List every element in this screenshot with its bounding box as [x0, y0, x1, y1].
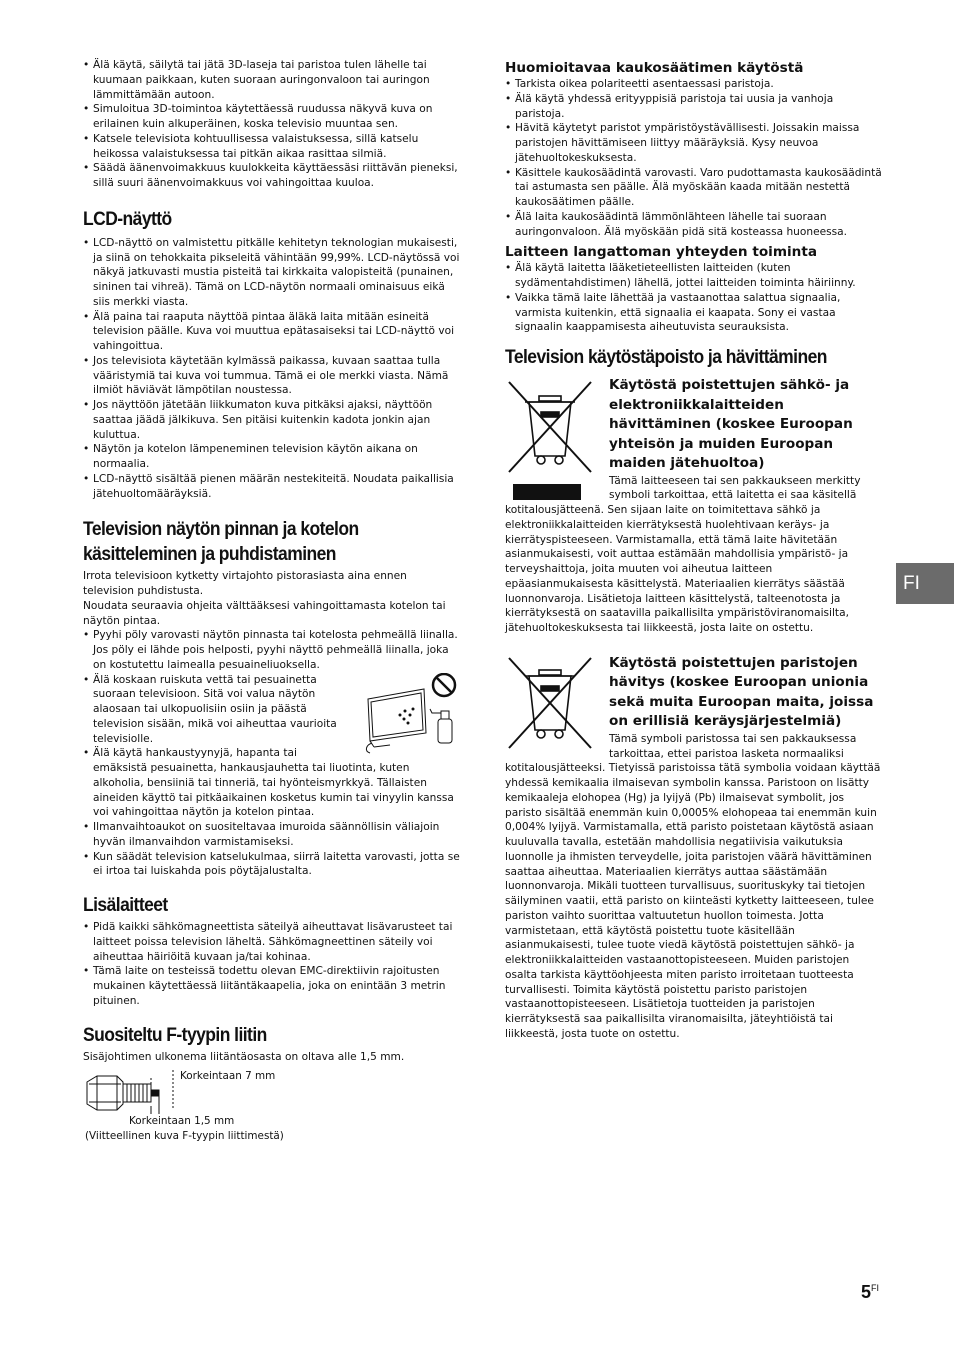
- list-item: • Älä käytä yhdessä erityyppisiä paristoja tai uusia ja vanhoja paristoja.: [505, 92, 883, 122]
- crossed-bin-icon: [505, 656, 597, 752]
- f-plug-text: Sisäjohtimen ulkonema liitäntäosasta on oltava alle 1,5 mm.: [83, 1050, 405, 1063]
- f-plug-heading: Suositeltu F-tyypin liitin: [83, 1024, 267, 1046]
- lcd-bullets: [83, 236, 460, 502]
- battery-block: [505, 654, 883, 1042]
- remote-bullets: [505, 77, 883, 239]
- intro-bullets: [83, 58, 460, 191]
- language-tab: FI: [896, 563, 954, 604]
- crossed-bin-icon: [505, 378, 597, 502]
- cleaning-para1: Irrota televisioon kytketty virtajohto pistorasiasta aina ennen television puhdistusta.: [83, 570, 407, 597]
- wireless-bullets: [505, 261, 883, 335]
- label-7mm: Korkeintaan 7 mm: [180, 1070, 276, 1083]
- cleaning-heading-line1: Television näytön pinnan ja kotelon: [83, 519, 359, 541]
- cleaning-bullets: [83, 628, 460, 879]
- list-item: • Käsittele kaukosäädintä varovasti. Varo pudottamasta kaukosäädintä tai astumasta sen päälle. Älä myöskään kaada mitään nestettä kaukosäätimen päälle.: [505, 166, 883, 210]
- accessories-heading: Lisälaitteet: [83, 895, 168, 916]
- list-item: • LCD-näyttö sisältää pienen määrän nestekiteitä. Noudata paikallisia jätehuoltomääräyksiä.: [83, 472, 460, 502]
- cleaning-heading: [83, 517, 430, 567]
- list-item: • Älä käytä, säilytä tai jätä 3D-laseja tai paristoa tulen lähelle tai kuumaan paikkaan, kuten suoraan auringonvaloon tai auringon lämmittämään autoon.: [83, 58, 460, 102]
- list-item: • Älä paina tai raaputa näyttöä pintaa äläkä laita mitään esineitä television päälle. Kuva voi muuttua epätasaiseksi tai LCD-näyttö voi vahingoittua.: [83, 310, 460, 354]
- cleaning-heading-line2: käsitteleminen ja puhdistaminen: [83, 544, 336, 566]
- list-item: • Älä käytä laitetta lääketieteellisten laitteiden (kuten sydämentahdistimen) lähellä, jottei laitteiden toiminta häiriinny.: [505, 261, 883, 291]
- battery-text: Tämä symboli paristossa tai sen pakkauksessa tarkoittaa, ettei paristoa lasketa normaaliksi kotitalousjätteeksi. Tietyissä paristoissa tätä symbolia voidaan käyttää yhdessä kemikaalia ilmaisevan symbolin kanssa. Paristoon on lisätty kemikaaleja elohopea (Hg) ja lyijyä (Pb) ilmaisevat symbolit, jos paristo sisältää enemmän kuin 0,0005% elohopeaa tai enemmän kuin 0,004% lyijyä. Varmistamalla, että paristo poistetaan käytöstä asiaan kuuluvalla tavalla, estetään mahdollisia negatiivisia vaikutuksia luonnolle ja ihmisten terveydelle, joita paristojen väärä hävittäminen saattaa aiheuttaa. Materiaalien kierrätys auttaa säästämään luonnonvaroja. Mikäli tuotteen turvallisuus, suorituskyky tai tietojen säilyminen vaatii, että paristo on kiinteästi kytketty laitteeseen, tulee pariston vaihto suorittaa valtuutetun huollon toimesta. Jotta varmistetaan, että käytöstä poistettu tuote käsitellään asianmukaisesti, tulee tuote viedä käytöstä poistettujen sähkö- ja elektroniikkalaitteiden vastaanottopisteeseen. Muiden paristojen osalta tarkista käyttöohjeesta miten paristo irroitetaan tuotteesta turvallisesti. Toimita käytöstä poistettu paristo paristojen vastaanottopisteeseen. Lisätietoja tuotteiden ja paristojen kierrätyksestä saa paikallisilta viranomaisilta, jäteyhtiöistä tai liikkeestä, josta tuote on ostettu.: [505, 732, 881, 1040]
- f-connector-diagram: [83, 1070, 183, 1120]
- list-item: • Vaikka tämä laite lähettää ja vastaanottaa salattua signaalia, varmista kuitenkin, että signaalia ei kaapata. Sony ei vastaa signaalin kaappamisesta aiheutuvista seurauksista.: [505, 291, 883, 335]
- bullet-text: Älä koskaan ruiskuta vettä tai pesuainetta suoraan televisioon. Sitä voi valua näytön alaosaan tai ulkopuolisiin osiin ja päästä television sisään, mikä voi aiheuttaa vaurioita televisiolle.: [93, 673, 337, 745]
- left-column: [83, 58, 460, 1154]
- list-item: • LCD-näyttö on valmistettu pitkälle kehitetyn teknologian mukaisesti, ja siinä on tehokkaita pikseleitä vähintään 99,99%. LCD-näytössä voi näkyä jatkuvasti mustia pisteitä tai kirkkaita valopisteitä (punainen, sininen tai vihreä). Tämä on LCD-näytön normaali ominaisuus eikä siis merkki viasta.: [83, 236, 460, 310]
- list-item: • Pidä kaikki sähkömagneettista säteilyä aiheuttavat lisävarusteet tai laitteet poissa television läheltä. Sähkömagneettinen säteily voi aiheuttaa häiriöitä kuvaan ja/tai kohinaa.: [83, 920, 460, 964]
- cleaning-para2: Noudata seuraavia ohjeita välttääksesi vahingoittamasta kotelon tai näytön pintaa.: [83, 599, 446, 627]
- list-item: • Katsele televisiota kohtuullisessa valaistuksessa, sillä katselu heikossa valaistuksessa tai pitkän aikaa rasittaa silmiä.: [83, 132, 460, 162]
- list-item: • Jos televisiota käytetään kylmässä paikassa, kuvaan saattaa tulla vääristymiä tai kuva voi tummua. Tämä ei ole merkki viasta. Nämä ilmiöt häviävät lämpötilan noustessa.: [83, 354, 460, 398]
- wireless-heading: Laitteen langattoman yhteyden toiminta: [505, 244, 817, 261]
- tv-illustration: [366, 689, 452, 753]
- list-item: • Simuloitua 3D-toimintoa käytettäessä ruudussa näkyvä kuva on erilainen kuin alkuperäinen, koska televisio muuntaa sen.: [83, 102, 460, 132]
- lcd-heading: LCD-näyttö: [83, 208, 172, 230]
- list-item: • Tarkista oikea polariteetti asentaessasi paristoja.: [505, 77, 883, 92]
- weee-subheading: Käytöstä poistettujen sähkö- ja elektroniikkalaitteiden hävittäminen (koskee Euroopan yhteisön ja muiden Euroopan maiden jätehuoltoa): [609, 377, 853, 471]
- weee-block: [505, 376, 883, 636]
- remote-heading: Huomioitavaa kaukosäätimen käytöstä: [505, 60, 804, 76]
- list-item: • Jos näyttöön jätetään liikkumaton kuva pitkäksi ajaksi, näyttöön saattaa jäädä jälkikuva. Sen pitäisi kuitenkin kadota jonkin ajan kuluttua.: [83, 398, 460, 442]
- list-item: • Älä laita kaukosäädintä lämmönlähteen lähelle tai suoraan auringonvaloon. Älä myöskään pidä sitä kosteassa huoneessa.: [505, 210, 883, 240]
- right-column: [505, 58, 883, 1042]
- page-number-value: 5: [861, 1282, 872, 1302]
- list-item: • Älä käytä hankaustyynyjä, hapanta tai emäksistä pesuainetta, hankausjauhetta tai liuotinta, kuten alkoholia, bensiiniä tai tinneriä, tai hyönteismyrkkyä. Tällaisten aineiden käyttö tai pitkäaikainen kosketus kumin tai vinyylin kanssa voi vahingoittaa näytön ja kotelon pintaa.: [83, 746, 460, 820]
- list-item: • Kun säädät television katselukulmaa, siirrä laitetta varovasti, jotta se ei irtoa tai luiskahda pois pöytäjalustalta.: [83, 850, 460, 880]
- battery-subheading: Käytöstä poistettujen paristojen hävitys (koskee Euroopan unionia sekä muita Euroopan maita, joissa on erillisiä keräysjärjestelmiä): [609, 654, 874, 730]
- no-spray-icon: [433, 674, 455, 696]
- list-item: • Hävitä käytetyt paristot ympäristöystävällisesti. Joissakin maissa paristojen hävittämiseen liittyy määräyksiä. Kysy neuvoa jätehuoltokeskuksesta.: [505, 121, 883, 165]
- page-number-suffix: FI: [871, 1283, 880, 1293]
- list-item: • Ilmanvaihtoaukot on suositeltavaa imuroida säännöllisin väliajoin hyvän ilmanvaihdon varmistamiseksi.: [83, 820, 460, 850]
- accessories-bullets: [83, 920, 460, 1009]
- page-number: [861, 1282, 879, 1303]
- f-connector-figure: [83, 1070, 460, 1154]
- weee-text: Tämä laitteeseen tai sen pakkaukseen merkitty symboli tarkoittaa, että laitetta ei saa käsitellä kotitalousjätteenä. Sen sijaan laite on toimitettava sähkö ja elektroniikkalaitteiden kierrätyksestä huolehtivaan keräys- ja kierrätyspisteeseen. Varmistamalla, että tämä laite hävitetään asianmukaisesti, voit auttaa estämään mahdollisia ympäristö- ja terveyshaittoja, joita muuten voi aiheutua laitteen epäasianmukaisesta käsittelystä. Materiaalien kierrätys säästää luonnonvaroja. Lisätietoja laitteen käsittelystä, talteenotosta ja kierrätyksestä on saatavilla paikallisilta ympäristöviranomaisilta, jätehuoltokeskuksesta tai liikkeestä, josta laite on ostettu.: [505, 474, 861, 634]
- disposal-heading: Television käytöstäpoisto ja hävittäminen: [505, 347, 827, 368]
- list-item: • Säädä äänenvoimakkuus kuulokkeita käyttäessäsi riittävän pieneksi, sillä suuri äänenvoimakkuus voi vahingoittaa kuuloa.: [83, 161, 460, 191]
- f-plug-caption: (Viitteellinen kuva F-tyypin liittimestä): [85, 1130, 284, 1143]
- no-spray-illustration: [360, 673, 460, 755]
- list-item: [83, 673, 460, 747]
- label-15mm: Korkeintaan 1,5 mm: [129, 1115, 235, 1128]
- list-item: • Pyyhi pöly varovasti näytön pinnasta tai kotelosta pehmeällä liinalla. Jos pöly ei lähde pois helposti, pyyhi näyttö pehmeällä liinalla, joka on kostutettu laimealla pesuaineliuoksella.: [83, 628, 460, 672]
- list-item: • Näytön ja kotelon lämpeneminen television käytön aikana on normaalia.: [83, 442, 460, 472]
- list-item: • Tämä laite on testeissä todettu olevan EMC-direktiivin rajoitusten mukainen käytettäessä liitäntäkaapelia, joka on enintään 3 metrin pituinen.: [83, 964, 460, 1008]
